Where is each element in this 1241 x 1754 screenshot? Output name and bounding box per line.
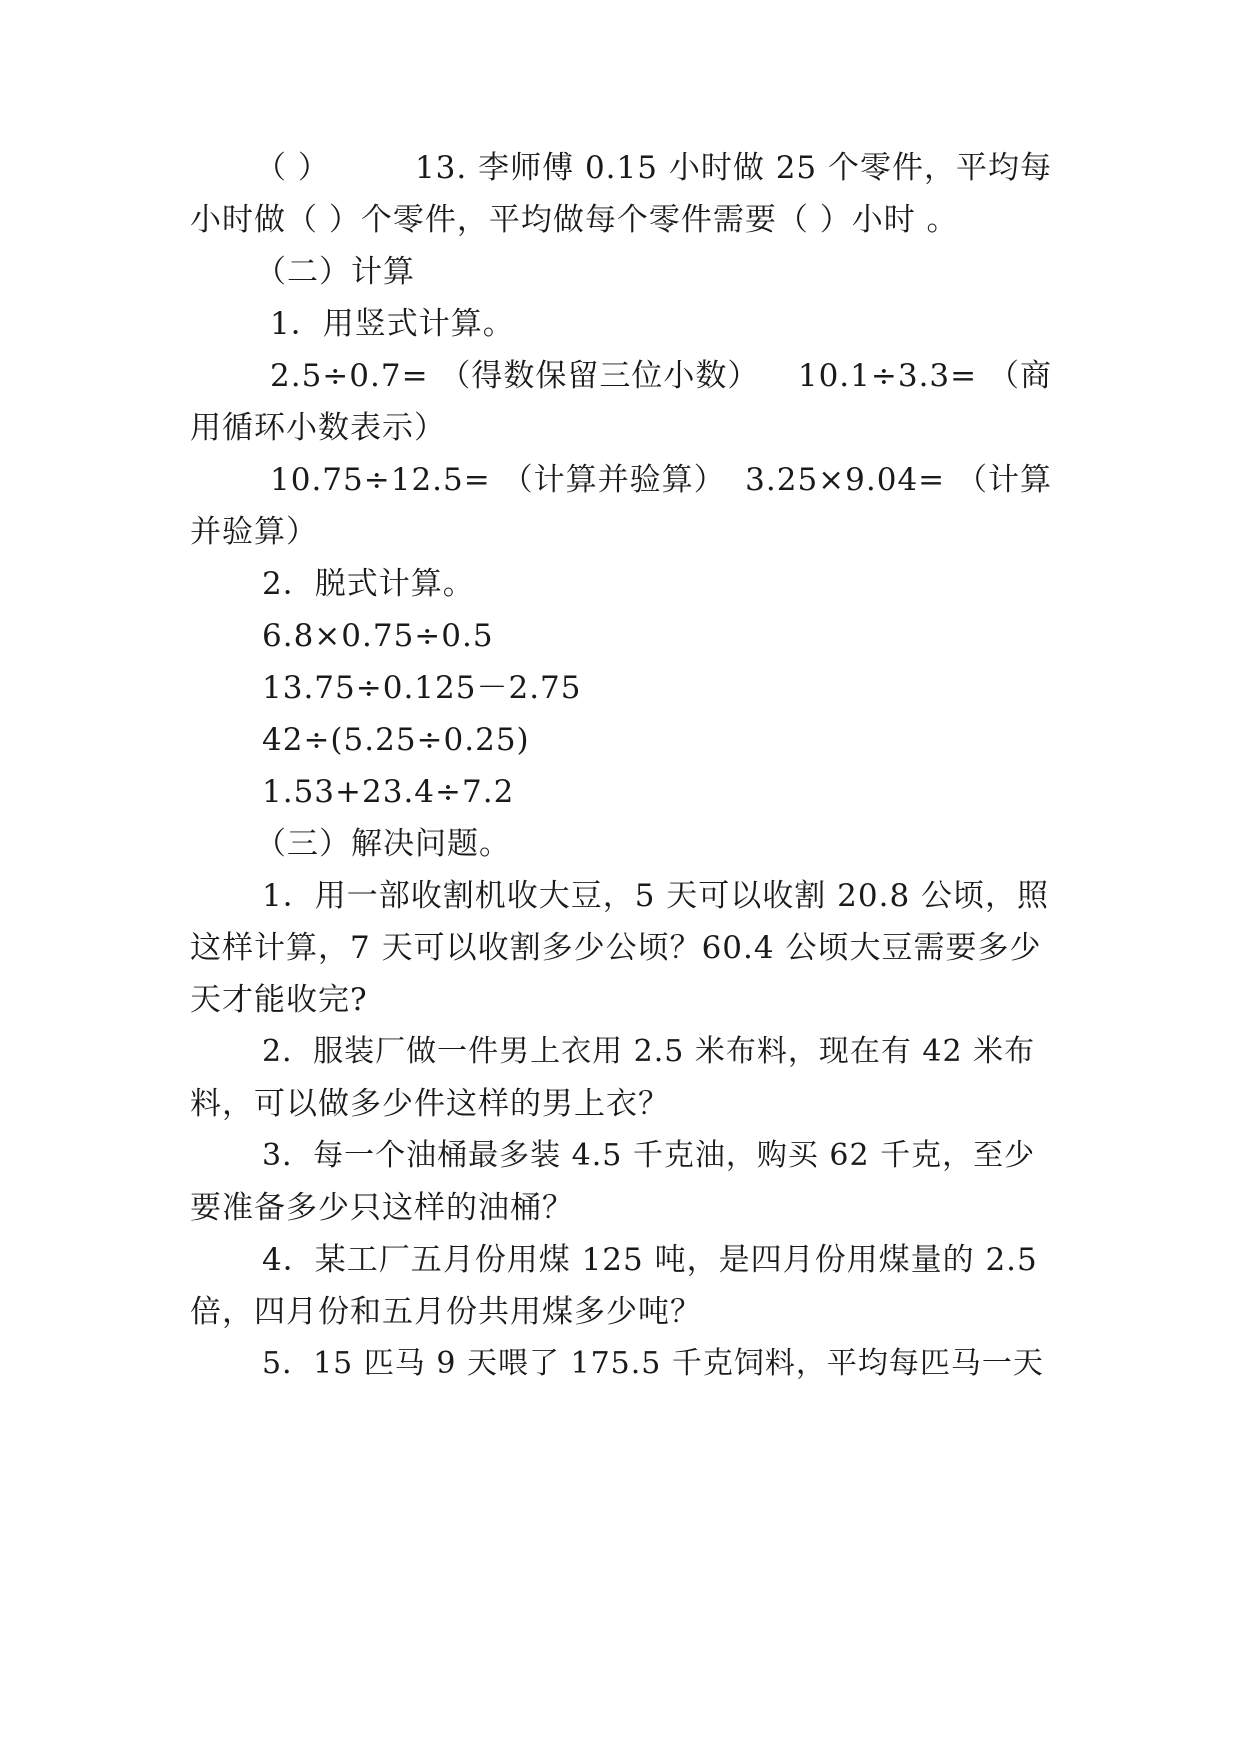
section-heading-calculation bbox=[255, 252, 1052, 292]
question-13-line-2 bbox=[190, 200, 1052, 240]
subsection-vertical-calculation bbox=[270, 304, 1052, 344]
problem-4-line-1 bbox=[262, 1240, 1052, 1280]
calc-line-4 bbox=[190, 512, 1052, 552]
problem-text: 5．15 匹马 9 天喂了 175.5 千克饲料，平均每匹马一天 bbox=[262, 1346, 1044, 1381]
stepwise-expression-2 bbox=[262, 668, 1052, 708]
problem-2-line-2 bbox=[190, 1084, 1052, 1124]
calc-expression: 2.5÷0.7= （得数保留三位小数） bbox=[270, 358, 760, 394]
problem-1-line-2 bbox=[190, 928, 1052, 968]
problem-text: 倍，四月份和五月份共用煤多少吨？ bbox=[190, 1294, 702, 1330]
problem-5-line-1 bbox=[262, 1344, 1052, 1384]
calc-line-2 bbox=[190, 408, 1052, 448]
calc-expression: 1.53+23.4÷7.2 bbox=[262, 774, 515, 810]
calc-expression: 并验算） bbox=[190, 514, 318, 550]
calc-expression: 3.25×9.04= （计算 bbox=[745, 462, 1052, 498]
stepwise-expression-4 bbox=[262, 772, 1052, 812]
problem-text: 4．某工厂五月份用煤 125 吨，是四月份用煤量的 2.5 bbox=[262, 1242, 1038, 1278]
calc-expression: 13.75÷0.125－2.75 bbox=[262, 670, 582, 706]
problem-text: 1．用一部收割机收大豆，5 天可以收割 20.8 公顷，照 bbox=[262, 878, 1050, 914]
question-text: 13. 李师傅 0.15 小时做 25 个零件，平均每 bbox=[414, 150, 1052, 186]
problem-1-line-3 bbox=[190, 980, 1052, 1020]
subsection-title: 1．用竖式计算。 bbox=[270, 306, 515, 342]
question-text: 小时做（ ）个零件，平均做每个零件需要（ ）小时 。 bbox=[190, 202, 959, 238]
section-title: （二）计算 bbox=[255, 254, 415, 290]
problem-text: 2．服装厂做一件男上衣用 2.5 米布料，现在有 42 米布 bbox=[262, 1034, 1036, 1069]
question-13-line-1 bbox=[255, 148, 1052, 188]
subsection-stepwise-calculation bbox=[262, 564, 1052, 604]
calc-line-3 bbox=[270, 460, 1052, 500]
calc-line-1 bbox=[270, 356, 1052, 396]
problem-text: 3．每一个油桶最多装 4.5 千克油，购买 62 千克，至少 bbox=[262, 1138, 1036, 1173]
calc-expression: 10.1÷3.3= （商 bbox=[797, 358, 1052, 394]
problem-1-line-1 bbox=[262, 876, 1052, 916]
calc-expression: 42÷(5.25÷0.25) bbox=[262, 722, 530, 758]
problem-4-line-2 bbox=[190, 1292, 1052, 1332]
section-title: （三）解决问题。 bbox=[255, 826, 511, 862]
calc-expression: 6.8×0.75÷0.5 bbox=[262, 618, 494, 654]
stepwise-expression-1 bbox=[262, 616, 1052, 656]
stepwise-expression-3 bbox=[262, 720, 1052, 760]
answer-blank: （ ） bbox=[255, 150, 330, 186]
problem-text: 料，可以做多少件这样的男上衣？ bbox=[190, 1086, 670, 1122]
problem-text: 这样计算，7 天可以收割多少公顷？60.4 公顷大豆需要多少 bbox=[190, 930, 1042, 966]
problem-2-line-1 bbox=[262, 1032, 1052, 1072]
subsection-title: 2．脱式计算。 bbox=[262, 566, 475, 602]
problem-text: 天才能收完? bbox=[190, 982, 368, 1018]
calc-expression: 10.75÷12.5= （计算并验算） bbox=[270, 462, 726, 498]
calc-expression: 用循环小数表示） bbox=[190, 410, 446, 446]
problem-3-line-1 bbox=[262, 1136, 1052, 1176]
problem-text: 要准备多少只这样的油桶？ bbox=[190, 1190, 574, 1226]
section-heading-problems bbox=[255, 824, 1052, 864]
problem-3-line-2 bbox=[190, 1188, 1052, 1228]
